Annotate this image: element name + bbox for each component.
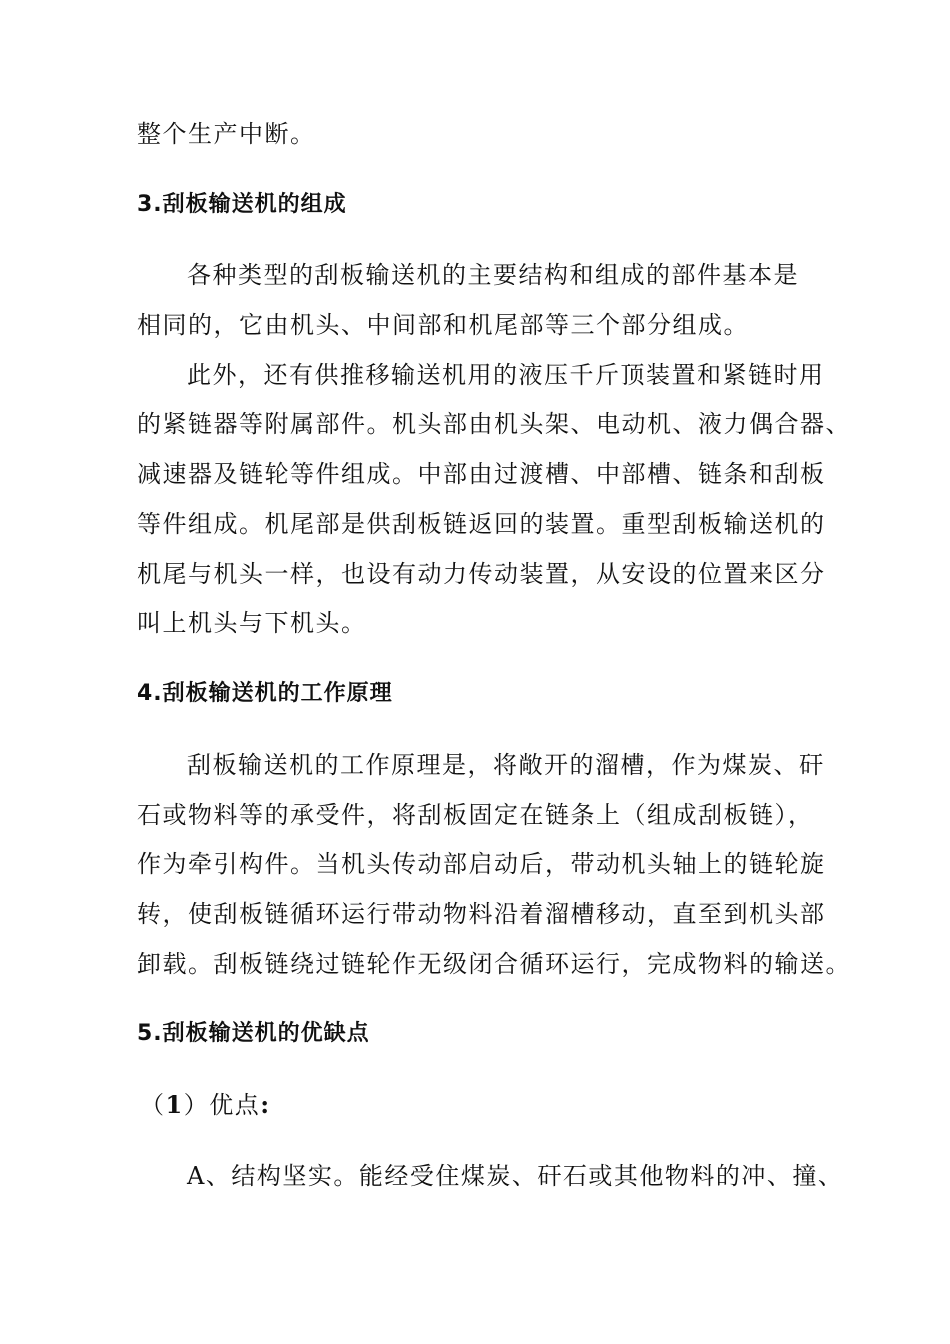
- advantages-open-paren: （: [140, 1091, 166, 1119]
- section-3-para2-line-2: 的紧链器等附属部件。机头部由机头架、电动机、液力偶合器、: [137, 410, 851, 438]
- section-3-para2-line-6: 叫上机头与下机头。: [137, 609, 367, 637]
- section-5-heading: 5.刮板输送机的优缺点: [137, 1021, 370, 1046]
- advantages-title: ）优点: [183, 1091, 261, 1119]
- section-4-para1-line-4: 转，使刮板链循环运行带动物料沿着溜槽移动，直至到机头部: [137, 900, 826, 928]
- section-3-para2-line-5: 机尾与机头一样，也设有动力传动装置，从安设的位置来区分: [137, 560, 826, 588]
- section-4-para1-line-3: 作为牵引构件。当机头传动部启动后，带动机头轴上的链轮旋: [137, 850, 826, 878]
- advantages-label: [140, 1089, 830, 1121]
- section-4-para1-line-5: 卸载。刮板链绕过链轮作无级闭合循环运行，完成物料的输送。: [137, 950, 851, 978]
- section-4-heading: 4.刮板输送机的工作原理: [137, 681, 393, 706]
- section-4-para1-line-1: 刮板输送机的工作原理是，将敞开的溜槽，作为煤炭、矸: [187, 751, 825, 779]
- advantages-colon: :: [260, 1090, 271, 1119]
- section-4-para1-line-2: 石或物料等的承受件，将刮板固定在链条上（组成刮板链），: [137, 801, 814, 829]
- section-3-para1-line-1: 各种类型的刮板输送机的主要结构和组成的部件基本是: [187, 261, 799, 289]
- advantage-item-a: A、结构坚实。能经受住煤炭、矸石或其他物料的冲、撞、: [187, 1162, 844, 1190]
- continuation-text: 整个生产中断。: [137, 120, 316, 148]
- section-3-para2-line-1: 此外，还有供推移输送机用的液压千斤顶装置和紧链时用: [187, 361, 825, 389]
- section-3-para2-line-4: 等件组成。机尾部是供刮板链返回的装置。重型刮板输送机的: [137, 510, 826, 538]
- advantages-number: 1: [165, 1090, 184, 1119]
- section-3-heading: 3.刮板输送机的组成: [137, 192, 347, 217]
- section-3-para1-line-2: 相同的，它由机头、中间部和机尾部等三个部分组成。: [137, 311, 749, 339]
- section-3-para2-line-3: 减速器及链轮等件组成。中部由过渡槽、中部槽、链条和刮板: [137, 460, 826, 488]
